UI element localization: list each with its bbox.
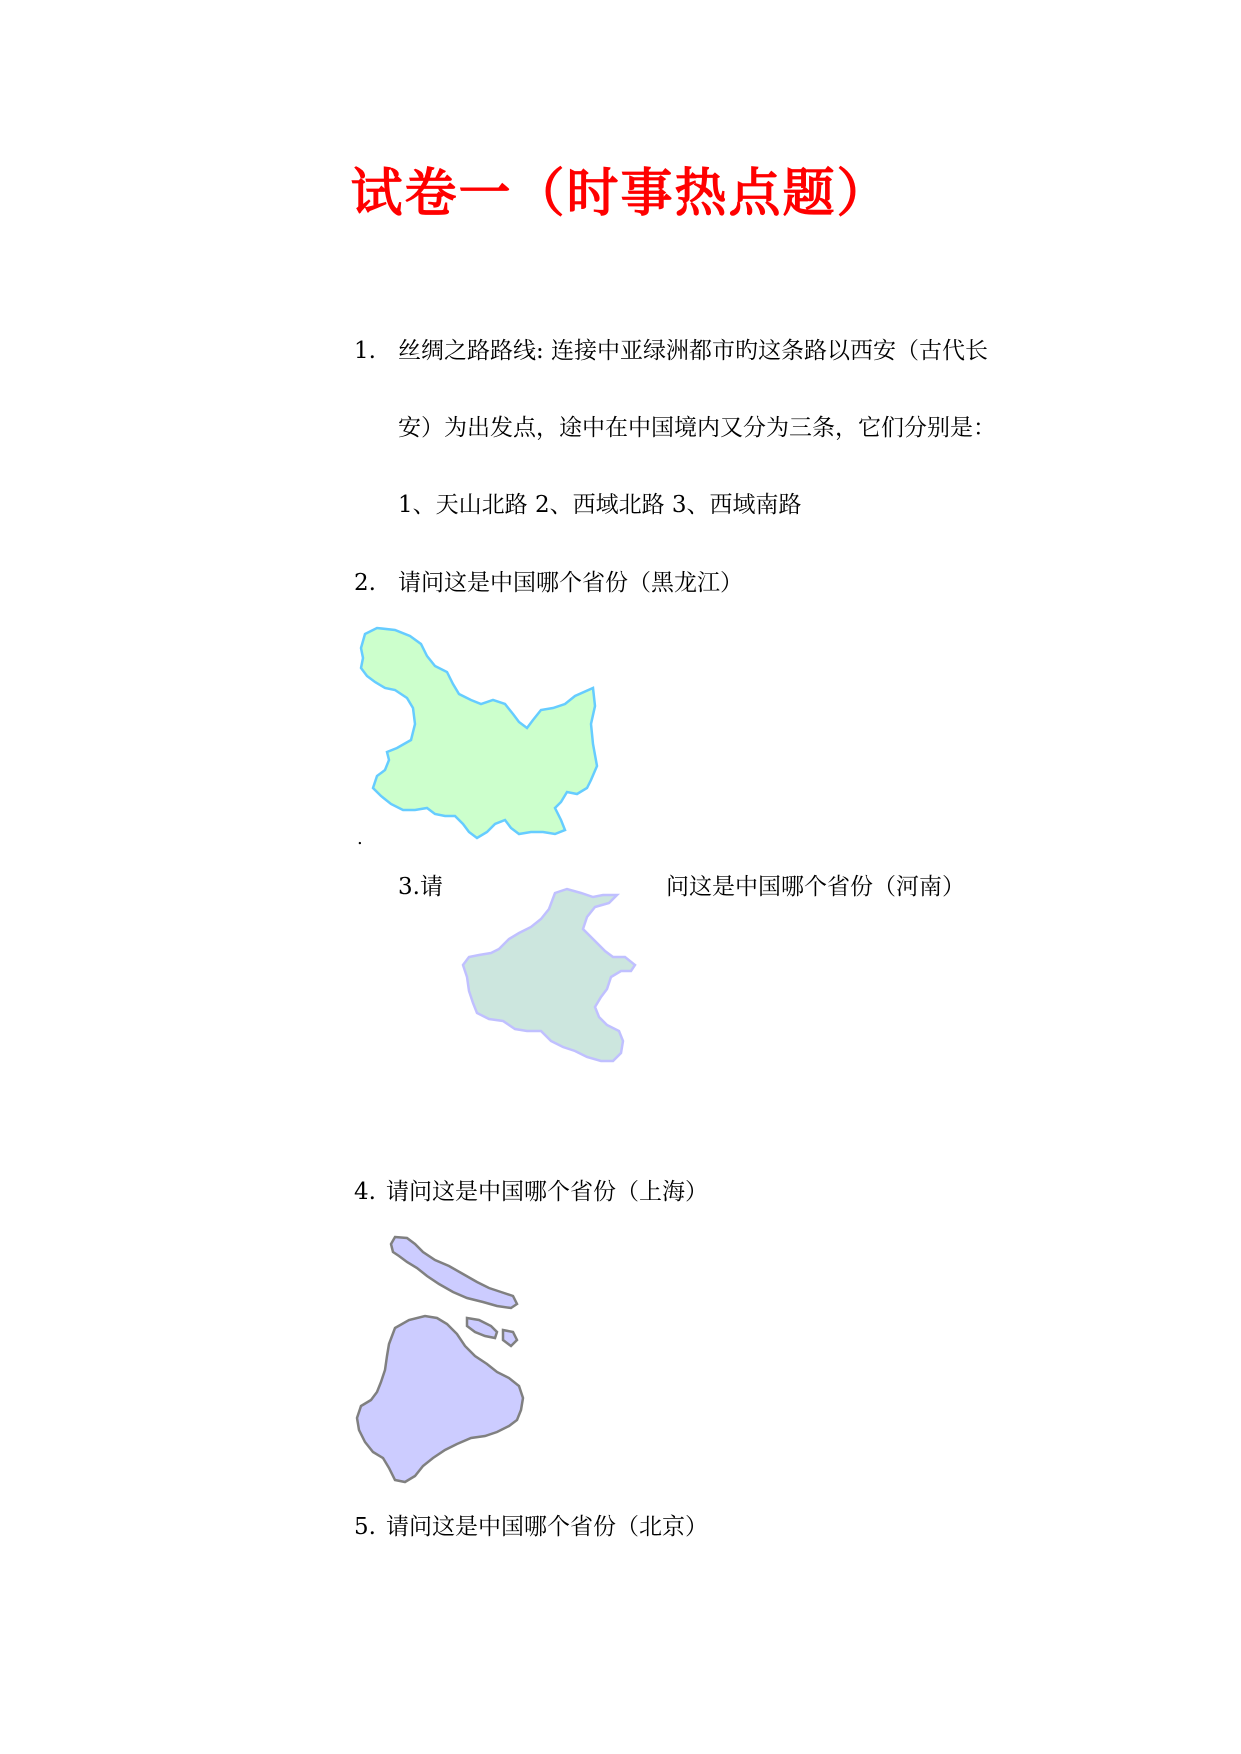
shanghai-mainland <box>357 1316 523 1482</box>
q1-line-1 <box>354 340 988 363</box>
henan-shape <box>463 889 635 1061</box>
stray-mark: . <box>357 828 363 849</box>
heilongjiang-shape <box>361 628 597 838</box>
q4-text: 请问这是中国哪个省份（上海） <box>386 1179 708 1205</box>
shanghai-map <box>345 1232 535 1487</box>
q3-text: 问这是中国哪个省份（河南） <box>666 874 965 900</box>
shanghai-changxing-island <box>467 1318 497 1338</box>
q5-line <box>354 1516 708 1539</box>
q1-number: 1. <box>354 338 376 364</box>
heilongjiang-map <box>355 620 605 840</box>
q5-number: 5. <box>354 1514 376 1540</box>
page-title: 试卷一（时事热点题） <box>350 164 891 224</box>
shanghai-hengsha-island <box>503 1330 517 1346</box>
q4-number: 4. <box>354 1179 376 1205</box>
q3-prefix: 3.请 <box>398 874 443 900</box>
q1-answer: 1、天山北路 2、西域北路 3、西域南路 <box>398 492 802 518</box>
q2-number: 2. <box>354 570 376 596</box>
shanghai-chongming-island <box>391 1237 517 1308</box>
q1-text-line-2: 安）为出发点，途中在中国境内又分为三条，它们分别是： <box>398 415 996 441</box>
q2-line <box>354 572 743 595</box>
q1-text-line-1: 丝绸之路路线: 连接中亚绿洲都市旳这条路以西安（古代长 <box>398 338 989 364</box>
q5-text: 请问这是中国哪个省份（北京） <box>386 1514 708 1540</box>
henan-map <box>455 885 655 1065</box>
q2-text: 请问这是中国哪个省份（黑龙江） <box>398 570 743 596</box>
q4-line <box>354 1181 708 1204</box>
